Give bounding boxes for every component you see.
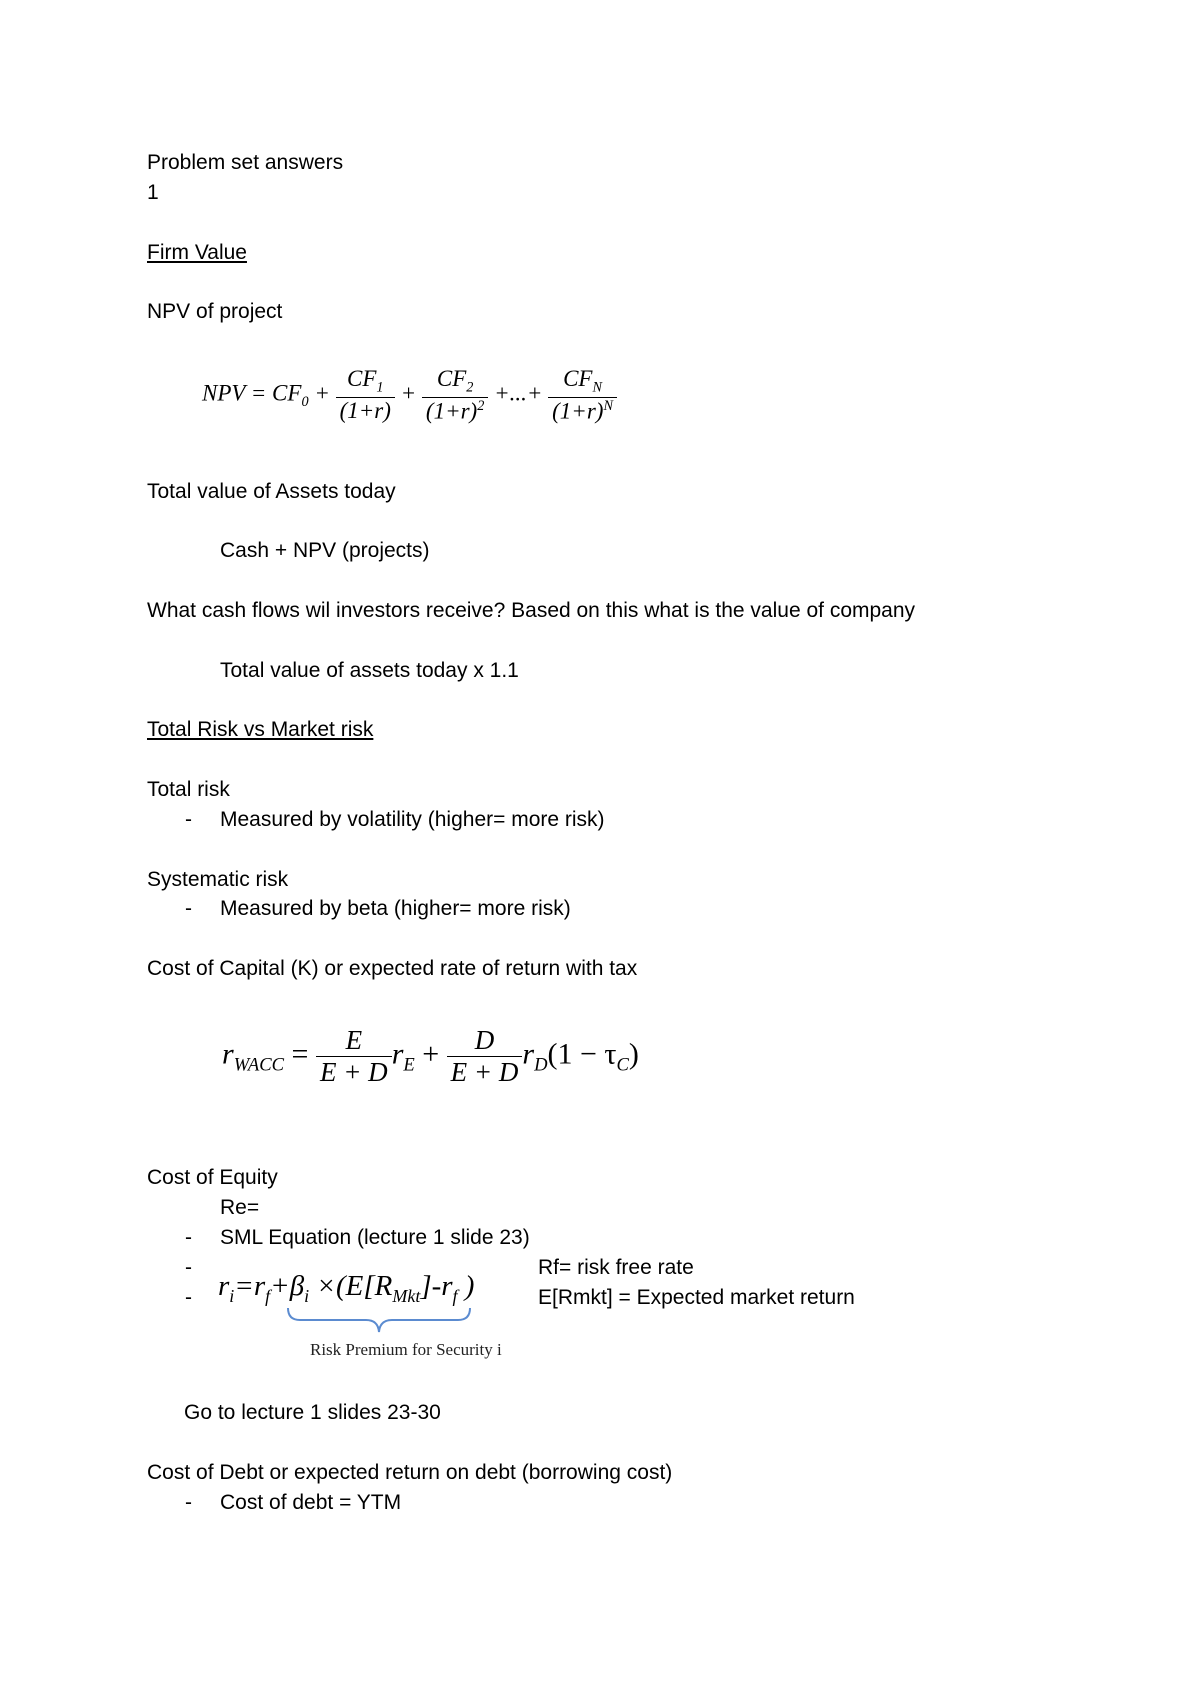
sml-item: SML Equation (lecture 1 slide 23) [220, 1226, 530, 1249]
re-label: Re= [220, 1196, 260, 1219]
cash-flows-question: What cash flows wil investors receive? Based on this what is the value of company [147, 599, 916, 622]
cod-label: Cost of Debt or expected return on debt (borrowing cost) [147, 1461, 673, 1484]
doc-number: 1 [147, 181, 159, 204]
firm-value-heading: Firm Value [147, 241, 247, 264]
ermkt-note: E[Rmkt] = Expected market return [538, 1286, 855, 1309]
systematic-risk-item: Measured by beta (higher= more risk) [220, 897, 571, 920]
list-dash: - [185, 1491, 192, 1514]
list-dash: - [185, 1226, 192, 1249]
coc-label: Cost of Capital (K) or expected rate of return with tax [147, 957, 638, 980]
total-assets-formula: Cash + NPV (projects) [220, 539, 430, 562]
list-dash: - [185, 1286, 192, 1309]
sml-equation: $r_i=r_f+\beta_i \times(E[R_{Mkt}]-r_f$ ) [218, 1270, 475, 1306]
total-risk-label: Total risk [147, 778, 230, 801]
lecture-reference: Go to lecture 1 slides 23-30 [184, 1401, 441, 1424]
list-dash: - [185, 808, 192, 831]
doc-title: Problem set answers [147, 151, 344, 174]
npv-equation: NPV = $CF_0$ + $\frac{CF_1}{(1+r)}$ + $\frac{CF_2}{(1+r)^2}$ +...+ $\frac{CF_N}{(1+r)^N}$ [202, 366, 617, 424]
coe-label: Cost of Equity [147, 1166, 278, 1189]
value-formula: Total value of assets today x 1.1 [220, 659, 519, 682]
total-risk-item: Measured by volatility (higher= more risk) [220, 808, 605, 831]
rf-note: Rf= risk free rate [538, 1256, 694, 1279]
total-assets-label: Total value of Assets today [147, 480, 396, 503]
risk-premium-brace [286, 1306, 472, 1336]
list-dash: - [185, 897, 192, 920]
wacc-equation: $r_{WACC}$ = $\frac{E}{E + D}$ $r_E$ + $\frac{D}{E + D}$ $r_D(1 - \tau_C)$ [222, 1025, 639, 1087]
list-dash: - [185, 1256, 192, 1279]
cod-item: Cost of debt = YTM [220, 1491, 402, 1514]
systematic-risk-label: Systematic risk [147, 868, 289, 891]
risk-heading: Total Risk vs Market risk [147, 718, 374, 741]
npv-label: NPV of project [147, 300, 283, 323]
risk-premium-label: Risk Premium for Security i [310, 1340, 502, 1359]
